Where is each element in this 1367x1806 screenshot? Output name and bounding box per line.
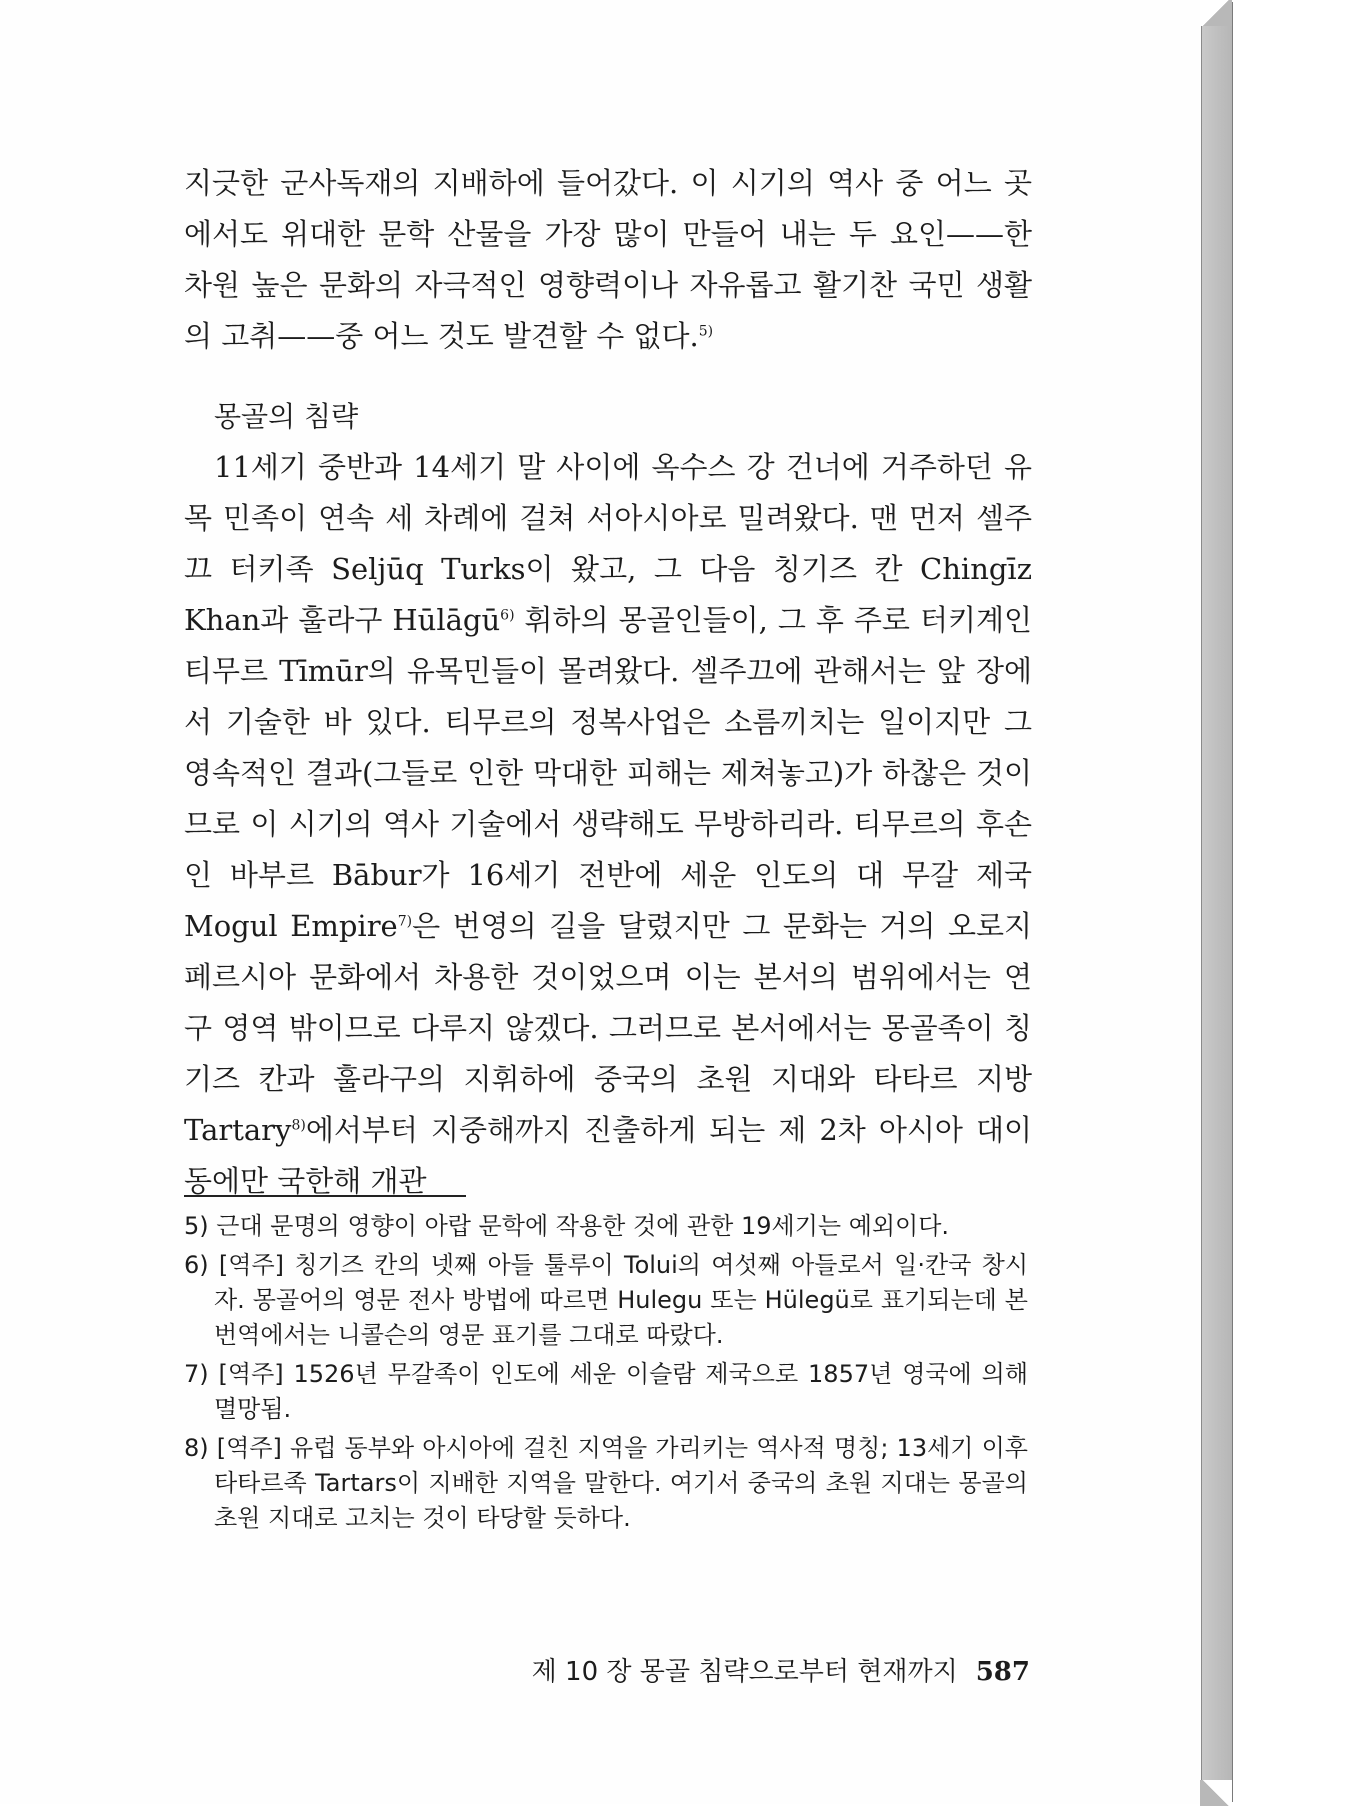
paragraph: [184, 158, 1032, 362]
main-text: [184, 158, 1032, 1207]
paragraph-text: 지긋한 군사독재의 지배하에 들어갔다. 이 시기의 역사 중 어느 곳에서도 위대한 문학 산물을 가장 많이 만들어 내는 두 요인——한 차원 높은 문화의 자극적인 영향력이나 자유롭고 활기찬 국민 생활의 고취——중 어느 것도 발견할 수 없다.: [184, 166, 1032, 353]
paragraph-text: 휘하의 몽골인들이, 그 후 주로 터키계인 티무르 Tīmūr의 유목민들이 몰려왔다. 셀주끄에 관해서는 앞 장에서 기술한 바 있다. 티무르의 정복사업은 소름끼치는 일이지만 그 영속적인 결과(그들로 인한 막대한 피해는 제쳐놓고)가 하찮은 것이므로 이 시기의 역사 기술에서 생략해도 무방하리라. 티무르의 후손인 바부르 Bābur가 16세기 전반에 세운 인도의 대 무갈 제국 Mogul Empire: [184, 603, 1032, 943]
running-footer: [530, 1651, 1030, 1688]
page-edge-corner-bottom: [1200, 1780, 1232, 1806]
footnote: 6) [역주] 칭기즈 칸의 넷째 아들 툴루이 Tolui의 여섯째 아들로서 일·칸국 창시자. 몽골어의 영문 전사 방법에 따르면 Hulegu 또는 Hülegü로 표기되는데 본 번역에서는 니콜슨의 영문 표기를 그대로 따랐다.: [184, 1251, 1028, 1349]
paragraph-text: 에서부터 지중해까지 진출하게 되는 제 2차 아시아 대이동에만 국한해 개관: [184, 1113, 1032, 1198]
footnote-ref: 8): [291, 1117, 306, 1134]
spacer: [184, 362, 1032, 392]
footnote-ref: 5): [698, 323, 714, 340]
paragraph-text: 은 번영의 길을 달렸지만 그 문화는 거의 오로지 페르시아 문화에서 차용한 것이었으며 이는 본서의 범위에서는 연구 영역 밖이므로 다루지 않겠다. 그러므로 본서에서는 몽골족이 칭기즈 칸과 훌라구의 지휘하에 중국의 초원 지대와 타타르 지방 Tartary: [184, 909, 1033, 1147]
footnotes: [184, 1209, 1028, 1540]
footnote-ref: 7): [397, 913, 413, 930]
page-stack-edge: [1201, 2, 1233, 1802]
footnote-divider: [184, 1195, 466, 1197]
page-edge-corner-top: [1200, 0, 1232, 26]
chapter-title: 제 10 장 몽골 침략으로부터 현재까지: [531, 1657, 958, 1687]
footnote: 8) [역주] 유럽 동부와 아시아에 걸친 지역을 가리키는 역사적 명칭; 13세기 이후 타타르족 Tartars이 지배한 지역을 말한다. 여기서 중국의 초원 지대는 몽골의 초원 지대로 고치는 것이 타당할 듯하다.: [184, 1434, 1028, 1532]
footnote-ref: 6): [500, 607, 515, 624]
section-heading: 몽골의 침략: [214, 400, 359, 433]
paragraph: [184, 442, 1032, 1207]
page-number: 587: [975, 1657, 1030, 1687]
paragraph-text: 11세기 중반과 14세기 말 사이에 옥수스 강 건너에 거주하던 유목 민족이 연속 세 차례에 걸쳐 서아시아로 밀려왔다. 맨 먼저 셀주끄 터키족 Seljūq Turks이 왔고, 그 다음 칭기즈 칸 Chingīz Khan과 훌라구 Hūlāgū: [184, 450, 1032, 637]
footnote: 7) [역주] 1526년 무갈족이 인도에 세운 이슬람 제국으로 1857년 영국에 의해 멸망됨.: [184, 1360, 1028, 1423]
footnote: 5) 근대 문명의 영향이 아랍 문학에 작용한 것에 관한 19세기는 예외이다.: [184, 1212, 950, 1240]
